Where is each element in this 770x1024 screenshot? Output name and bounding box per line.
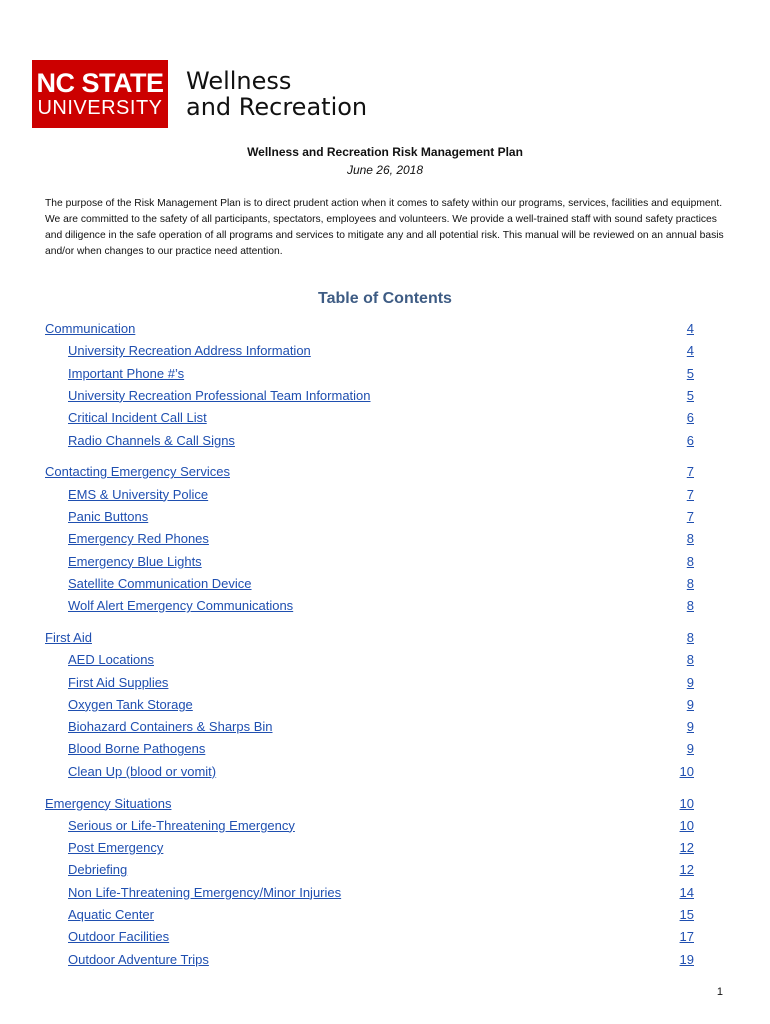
toc-page-link[interactable]: 6 <box>686 432 694 448</box>
toc-page-link[interactable]: 17 <box>679 929 694 945</box>
toc-subsection-link[interactable]: Radio Channels & Call Signs <box>68 432 235 448</box>
toc-page-link[interactable]: 9 <box>686 674 694 690</box>
toc-subsection-link[interactable]: University Recreation Address Information <box>68 343 311 359</box>
toc-page-link[interactable]: 8 <box>686 629 694 645</box>
toc-page-link[interactable]: 12 <box>679 862 694 878</box>
toc-page-link[interactable]: 5 <box>686 387 694 403</box>
toc-subsection-link[interactable]: University Recreation Professional Team Information <box>68 387 371 403</box>
toc-section-link[interactable]: Communication <box>45 321 136 336</box>
toc-subsection-link[interactable]: Important Phone #’s <box>68 365 185 381</box>
toc-subsection-link[interactable]: Panic Buttons <box>68 508 149 524</box>
toc-page-link[interactable]: 10 <box>679 763 694 779</box>
toc-page-link[interactable]: 5 <box>686 365 694 381</box>
toc-subsection-link[interactable]: Outdoor Facilities <box>68 929 170 945</box>
toc-subsection-link[interactable]: AED Locations <box>68 652 154 668</box>
toc-subsection-link[interactable]: Post Emergency <box>68 840 164 856</box>
toc-page-link[interactable]: 10 <box>679 817 694 833</box>
toc-section-link[interactable]: First Aid <box>45 629 92 645</box>
toc-page-link[interactable]: 7 <box>686 508 694 524</box>
toc-page-link[interactable]: 7 <box>686 464 694 480</box>
toc-subsection-link[interactable]: Serious or Life-Threatening Emergency <box>68 817 295 833</box>
logo <box>32 60 367 128</box>
toc-page-link[interactable]: 8 <box>686 553 694 569</box>
toc-subsection-link[interactable]: Non Life-Threatening Emergency/Minor Injuries <box>68 884 342 900</box>
purpose-paragraph: The purpose of the Risk Management Plan is to direct prudent action when it comes to safety within our programs, services, facilities and equipment. We are committed to the safety of all participants, spectators, employees and volunteers. We provide a well-trained staff with sound safety practices and diligence in the safe operation of all programs and services to mitigate any and all potential risk. This manual will be reviewed on an annual basis and/or when changes to our practice need attention. <box>45 198 724 257</box>
toc-subsection-link[interactable]: Biohazard Containers & Sharps Bin <box>68 719 273 735</box>
unit-name <box>186 60 367 128</box>
toc-subsection-link[interactable]: Outdoor Adventure Trips <box>68 951 209 967</box>
document-title: Wellness and Recreation Risk Management Plan <box>247 145 523 159</box>
toc-subsection-link[interactable]: Oxygen Tank Storage <box>68 696 193 712</box>
toc-subsection-link[interactable]: Clean Up (blood or vomit) <box>68 763 217 779</box>
toc-page-link[interactable]: 9 <box>686 696 694 712</box>
toc-page-link[interactable]: 9 <box>686 719 694 735</box>
toc-page-link[interactable]: 14 <box>679 884 694 900</box>
logo-line-2: UNIVERSITY <box>37 97 163 119</box>
toc-page-link[interactable]: 6 <box>686 410 694 426</box>
toc-page-link[interactable]: 7 <box>686 486 694 502</box>
toc-page-link[interactable]: 8 <box>686 575 694 591</box>
toc-subsection-link[interactable]: First Aid Supplies <box>68 674 169 690</box>
university-logo-mark <box>32 60 168 128</box>
toc-page-link[interactable]: 12 <box>679 840 694 856</box>
unit-name-line-2: and Recreation <box>186 93 368 121</box>
toc-page-link[interactable]: 9 <box>686 741 694 757</box>
toc-subsection-link[interactable]: Critical Incident Call List <box>68 410 207 426</box>
toc-page-link[interactable]: 4 <box>686 321 694 336</box>
toc-subsection-link[interactable]: Emergency Red Phones <box>68 531 209 547</box>
page-number: 1 <box>716 986 723 998</box>
unit-name-line-1: Wellness <box>186 67 292 95</box>
toc-section-link[interactable]: Emergency Situations <box>45 795 172 811</box>
toc-page-link[interactable]: 8 <box>686 652 694 668</box>
toc-page-link[interactable]: 19 <box>679 951 694 967</box>
toc-page-link[interactable]: 8 <box>686 598 694 614</box>
toc-subsection-link[interactable]: EMS & University Police <box>68 486 209 502</box>
toc-page-link[interactable]: 8 <box>686 531 694 547</box>
toc-subsection-link[interactable]: Satellite Communication Device <box>68 575 252 591</box>
toc-section-link[interactable]: Contacting Emergency Services <box>45 464 230 480</box>
toc-title: Table of Contents <box>318 290 452 307</box>
logo-line-1: NC STATE <box>36 68 164 98</box>
toc-page-link[interactable]: 15 <box>679 907 694 922</box>
toc-subsection-link[interactable]: Aquatic Center <box>68 907 154 922</box>
toc-subsection-link[interactable]: Wolf Alert Emergency Communications <box>68 598 294 614</box>
document-date: June 26, 2018 <box>346 163 424 177</box>
toc-subsection-link[interactable]: Emergency Blue Lights <box>68 553 202 569</box>
toc-subsection-link[interactable]: Blood Borne Pathogens <box>68 741 206 757</box>
toc-page-link[interactable]: 4 <box>686 343 694 359</box>
toc-page-link[interactable]: 10 <box>679 795 694 811</box>
toc-subsection-link[interactable]: Debriefing <box>68 862 128 878</box>
